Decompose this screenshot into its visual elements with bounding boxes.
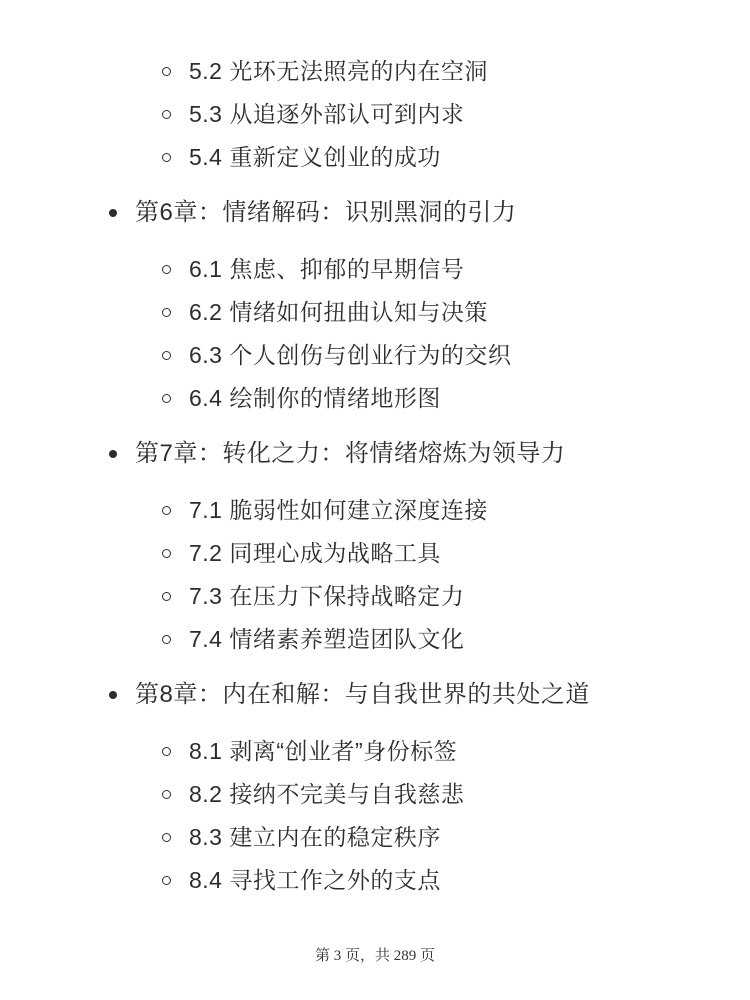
circle-bullet-icon <box>162 394 171 403</box>
toc-section-chapter-8 <box>0 680 750 894</box>
toc-subitem <box>0 298 750 326</box>
circle-bullet-icon <box>162 549 171 558</box>
toc-subitem <box>0 57 750 85</box>
toc-chapter-title: 第8章：内在和解：与自我世界的共处之道 <box>135 681 590 708</box>
page-number-footer: 第 3 页，共 289 页 <box>314 948 435 964</box>
toc-section-chapter-7 <box>0 439 750 653</box>
toc-subitem-label: 7.3 在压力下保持战略定力 <box>189 583 465 609</box>
toc-subitem-label: 7.2 同理心成为战略工具 <box>189 540 441 566</box>
toc-subitem-label: 6.1 焦虑、抑郁的早期信号 <box>189 256 465 282</box>
toc-subitem-label: 6.3 个人创伤与创业行为的交织 <box>189 342 512 368</box>
toc-chapter <box>0 439 750 469</box>
toc-subitem-label: 6.4 绘制你的情绪地形图 <box>189 385 441 411</box>
disc-bullet-icon <box>109 691 117 699</box>
circle-bullet-icon <box>162 790 171 799</box>
circle-bullet-icon <box>162 153 171 162</box>
toc-section-chapter-5-continued <box>0 57 750 171</box>
toc-subitem <box>0 823 750 851</box>
circle-bullet-icon <box>162 67 171 76</box>
circle-bullet-icon <box>162 308 171 317</box>
toc-subitem-label: 6.2 情绪如何扭曲认知与决策 <box>189 299 488 325</box>
circle-bullet-icon <box>162 635 171 644</box>
toc-subitem <box>0 100 750 128</box>
toc-subitem-label: 5.4 重新定义创业的成功 <box>189 144 441 170</box>
toc-subitem-label: 8.2 接纳不完美与自我慈悲 <box>189 781 465 807</box>
toc-subitem <box>0 866 750 894</box>
toc-chapter <box>0 680 750 710</box>
toc-subitem-label: 8.3 建立内在的稳定秩序 <box>189 824 441 850</box>
toc-subitem-label: 7.1 脆弱性如何建立深度连接 <box>189 497 488 523</box>
toc-subitem-label: 7.4 情绪素养塑造团队文化 <box>189 626 465 652</box>
toc-subitem-label: 5.3 从追逐外部认可到内求 <box>189 101 465 127</box>
toc-chapter <box>0 198 750 228</box>
circle-bullet-icon <box>162 747 171 756</box>
circle-bullet-icon <box>162 833 171 842</box>
toc-subitem <box>0 737 750 765</box>
circle-bullet-icon <box>162 592 171 601</box>
circle-bullet-icon <box>162 110 171 119</box>
toc-subitem <box>0 582 750 610</box>
toc-section-chapter-6 <box>0 198 750 412</box>
toc-chapter-title: 第6章：情绪解码：识别黑洞的引力 <box>135 199 517 226</box>
toc-subitem <box>0 625 750 653</box>
toc-subitem-label: 5.2 光环无法照亮的内在空洞 <box>189 58 488 84</box>
disc-bullet-icon <box>109 450 117 458</box>
toc-subitem <box>0 780 750 808</box>
toc-subitem-label: 8.4 寻找工作之外的支点 <box>189 867 441 893</box>
toc-subitem <box>0 496 750 524</box>
disc-bullet-icon <box>109 209 117 217</box>
toc-subitem <box>0 255 750 283</box>
circle-bullet-icon <box>162 265 171 274</box>
toc-subitem-label: 8.1 剥离“创业者”身份标签 <box>189 738 458 764</box>
circle-bullet-icon <box>162 876 171 885</box>
toc-subitem <box>0 143 750 171</box>
circle-bullet-icon <box>162 506 171 515</box>
toc-subitem <box>0 539 750 567</box>
toc-subitem <box>0 384 750 412</box>
circle-bullet-icon <box>162 351 171 360</box>
toc-chapter-title: 第7章：转化之力：将情绪熔炼为领导力 <box>135 440 566 467</box>
toc-subitem <box>0 341 750 369</box>
